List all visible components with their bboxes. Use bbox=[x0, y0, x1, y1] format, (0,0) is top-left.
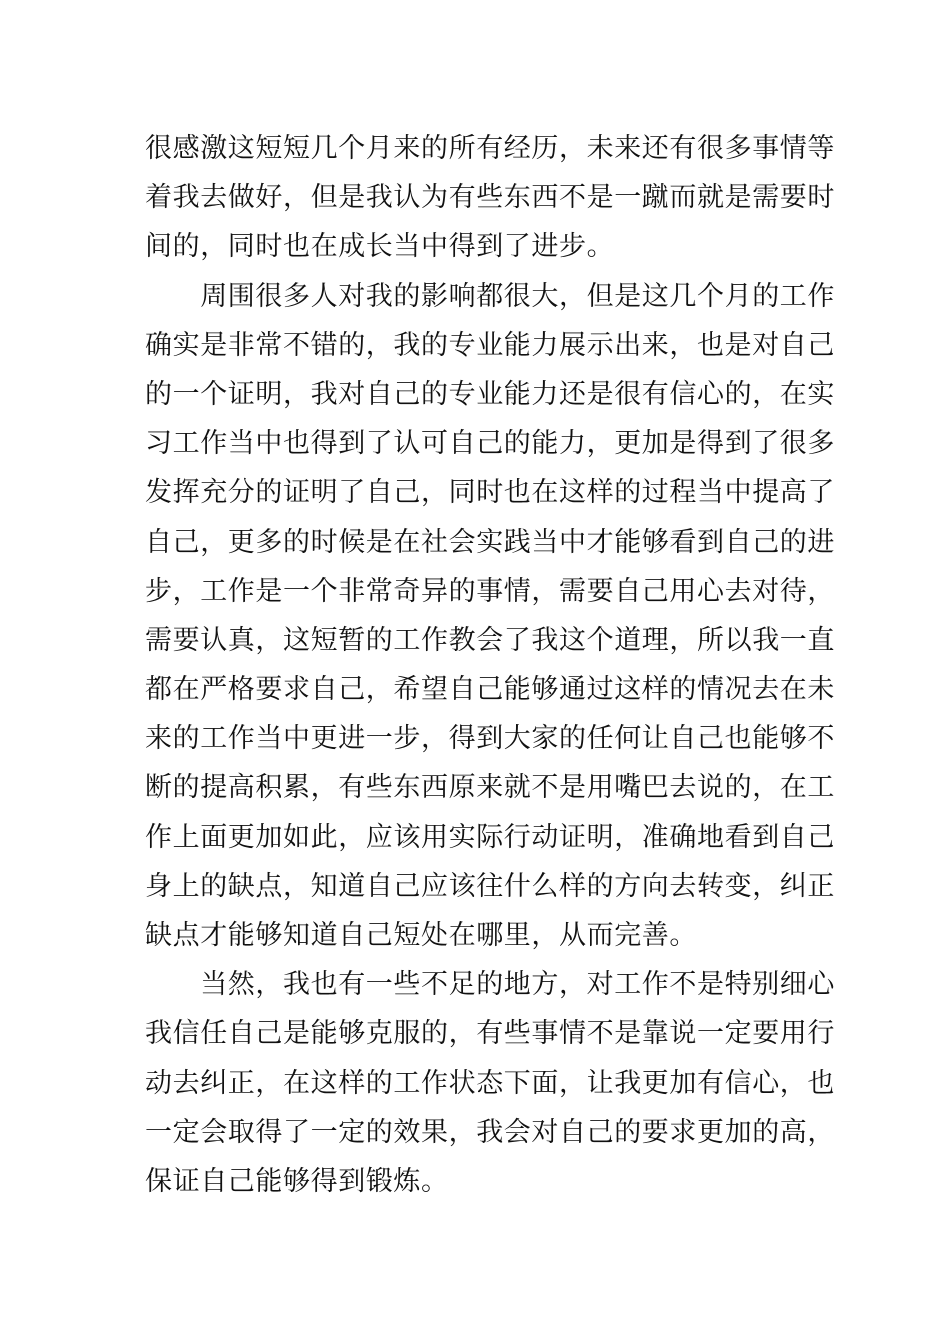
text-line: 的一个证明，我对自己的专业能力还是很有信心的，在实 bbox=[145, 378, 835, 410]
text-line: 自己，更多的时候是在社会实践当中才能够看到自己的进 bbox=[145, 526, 835, 558]
text-line: 来的工作当中更进一步，得到大家的任何让自己也能够不 bbox=[145, 723, 835, 755]
document-body bbox=[145, 124, 835, 1206]
text-line: 确实是非常不错的，我的专业能力展示出来，也是对自己 bbox=[145, 329, 835, 361]
text-line: 步，工作是一个非常奇异的事情，需要自己用心去对待， bbox=[145, 575, 835, 607]
text-line: 间的，同时也在成长当中得到了进步。 bbox=[145, 231, 615, 263]
text-line: 都在严格要求自己，希望自己能够通过这样的情况去在未 bbox=[145, 674, 835, 706]
text-line: 保证自己能够得到锻炼。 bbox=[145, 1165, 449, 1197]
text-line: 动去纠正，在这样的工作状态下面，让我更加有信心，也 bbox=[145, 1067, 835, 1099]
text-line: 需要认真，这短暂的工作教会了我这个道理，所以我一直 bbox=[145, 624, 835, 656]
text-line: 缺点才能够知道自己短处在哪里，从而完善。 bbox=[145, 920, 697, 951]
text-line: 一定会取得了一定的效果，我会对自己的要求更加的高， bbox=[145, 1116, 835, 1148]
text-line: 身上的缺点，知道自己应该往什么样的方向去转变，纠正 bbox=[145, 870, 835, 902]
text-line: 习工作当中也得到了认可自己的能力，更加是得到了很多 bbox=[145, 428, 835, 460]
text-line: 我信任自己是能够克服的，有些事情不是靠说一定要用行 bbox=[145, 1018, 835, 1050]
text-line: 着我去做好，但是我认为有些东西不是一蹴而就是需要时 bbox=[145, 182, 835, 214]
text-line: 断的提高积累，有些东西原来就不是用嘴巴去说的，在工 bbox=[145, 772, 835, 804]
text-line: 周围很多人对我的影响都很大，但是这几个月的工作 bbox=[145, 280, 835, 312]
text-line: 当然，我也有一些不足的地方，对工作不是特别细心 bbox=[145, 969, 835, 1001]
text-line: 很感激这短短几个月来的所有经历，未来还有很多事情等 bbox=[145, 133, 835, 164]
text-line: 作上面更加如此，应该用实际行动证明，准确地看到自己 bbox=[145, 821, 835, 853]
text-line: 发挥充分的证明了自己，同时也在这样的过程当中提高了 bbox=[145, 477, 835, 509]
